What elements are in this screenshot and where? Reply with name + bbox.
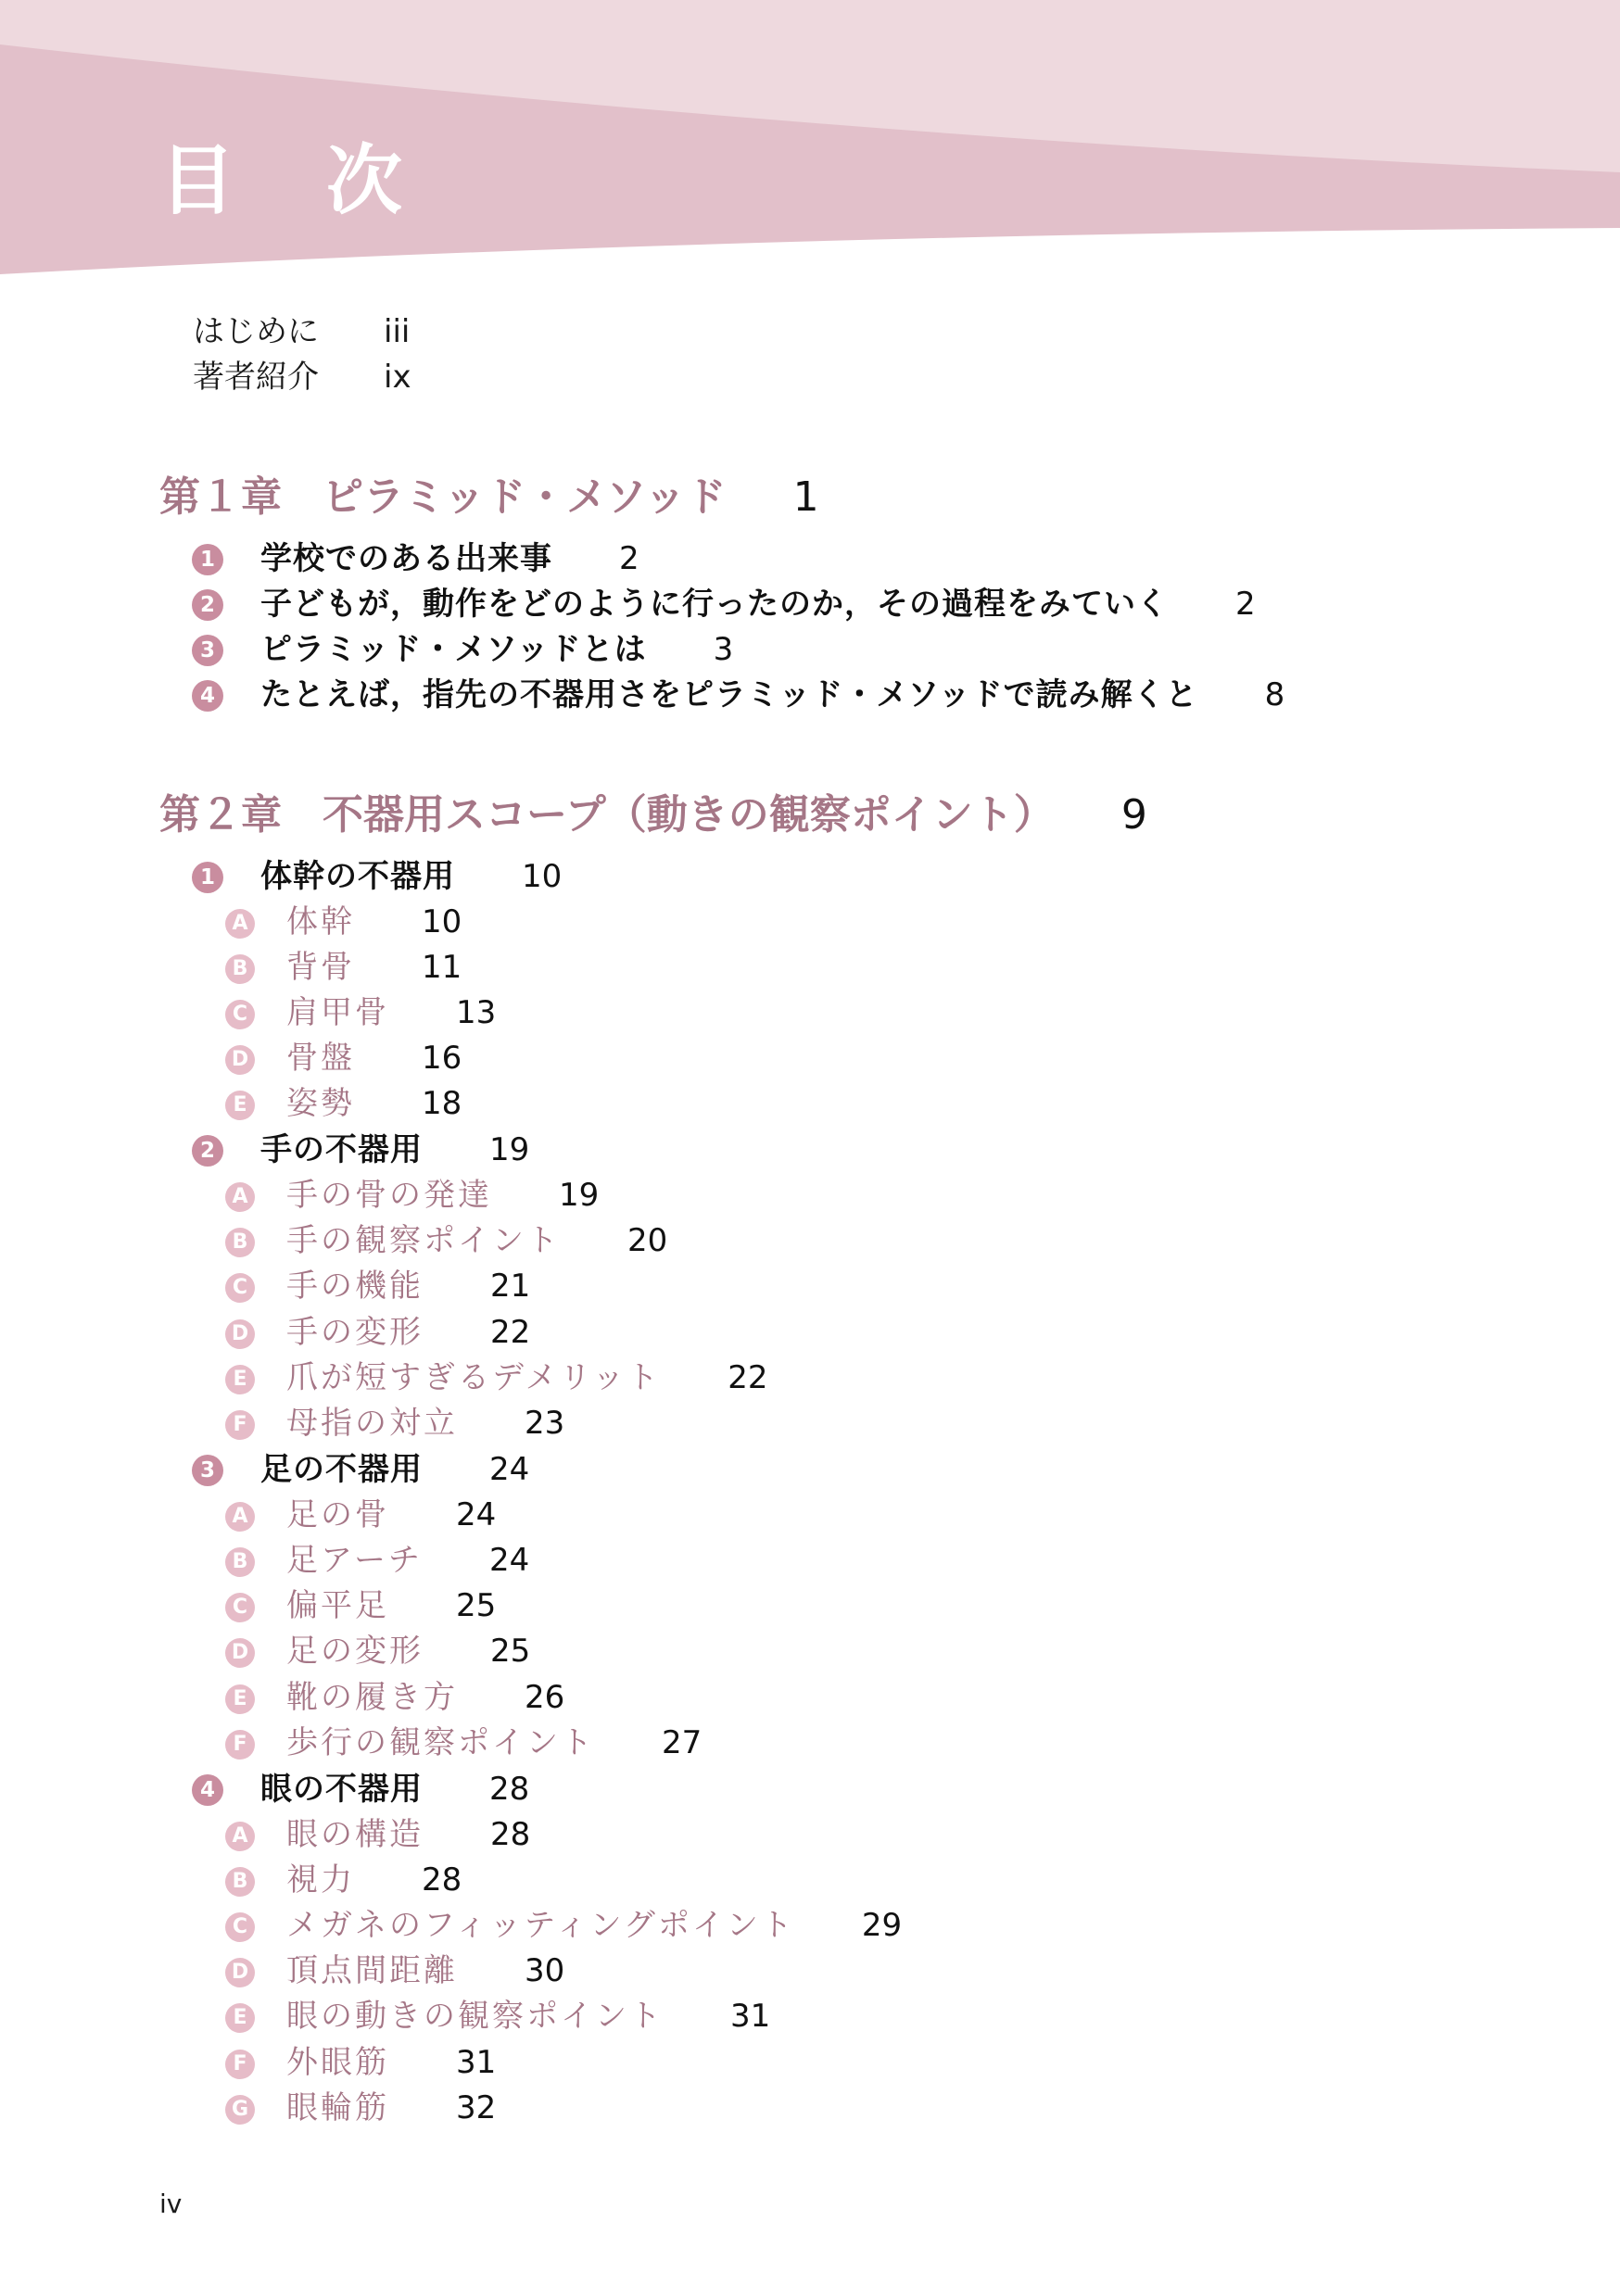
subsection-entry[interactable] (225, 1899, 902, 1945)
section-entry[interactable] (192, 1763, 529, 1809)
subsection-page: 22 (490, 1314, 531, 1351)
section-label: 眼の不器用 (260, 1771, 423, 1808)
subsection-label: 外眼筋 (286, 2044, 389, 2081)
subsection-letter-badge: D (225, 1045, 255, 1075)
subsection-entry[interactable] (225, 1397, 564, 1443)
subsection-page: 24 (456, 1496, 497, 1533)
subsection-letter-badge: F (225, 1410, 255, 1440)
subsection-page: 26 (525, 1679, 565, 1716)
subsection-label: 肩甲骨 (286, 994, 389, 1031)
subsection-label: 姿勢 (286, 1085, 355, 1122)
chapter-heading-2[interactable] (159, 781, 1147, 840)
subsection-page: 19 (559, 1177, 600, 1214)
subsection-page: 16 (422, 1040, 462, 1077)
subsection-page: 28 (490, 1816, 531, 1853)
subsection-entry[interactable] (225, 1306, 530, 1352)
section-number-badge: 1 (192, 544, 223, 575)
subsection-letter-badge: C (225, 1593, 255, 1622)
subsection-page: 30 (525, 1952, 565, 1989)
section-number-badge: 3 (192, 1455, 223, 1486)
subsection-letter-badge: E (225, 1684, 255, 1714)
subsection-entry[interactable] (225, 1169, 599, 1215)
section-entry[interactable] (192, 578, 1256, 624)
subsection-label: 偏平足 (286, 1587, 389, 1624)
subsection-letter-badge: B (225, 1547, 255, 1577)
subsection-entry[interactable] (225, 1260, 530, 1306)
subsection-entry[interactable] (225, 1032, 462, 1078)
subsection-entry[interactable] (225, 1489, 496, 1534)
subsection-entry[interactable] (225, 2037, 496, 2082)
subsection-page: 22 (728, 1359, 768, 1396)
section-page: 3 (713, 631, 734, 668)
subsection-page: 31 (456, 2044, 497, 2081)
subsection-page: 10 (422, 903, 462, 940)
section-number-badge: 2 (192, 589, 223, 621)
section-page: 2 (1235, 586, 1256, 623)
section-page: 8 (1264, 676, 1285, 713)
subsection-page: 27 (662, 1724, 702, 1761)
subsection-entry[interactable] (225, 1534, 529, 1580)
subsection-page: 21 (490, 1268, 531, 1305)
subsection-label: 手の変形 (286, 1314, 424, 1351)
subsection-label: 手の骨の発達 (286, 1177, 492, 1214)
subsection-entry[interactable] (225, 896, 462, 941)
subsection-label: 手の機能 (286, 1268, 424, 1305)
toc-entry-authors[interactable] (193, 351, 411, 397)
section-number-badge: 4 (192, 680, 223, 712)
section-page: 19 (489, 1131, 530, 1168)
section-entry[interactable] (192, 624, 733, 669)
subsection-letter-badge: E (225, 1365, 255, 1394)
section-number-badge: 1 (192, 862, 223, 893)
subsection-label: 骨盤 (286, 1040, 355, 1077)
subsection-page: 18 (422, 1085, 462, 1122)
subsection-label: 視力 (286, 1861, 355, 1899)
subsection-label: 眼の動きの観察ポイント (286, 1998, 664, 2035)
subsection-entry[interactable] (225, 1945, 564, 1990)
subsection-letter-badge: C (225, 1000, 255, 1029)
section-label: たとえば，指先の不器用さをピラミッド・メソッドで読み解くと (260, 676, 1198, 713)
section-entry[interactable] (192, 1444, 529, 1489)
section-entry[interactable] (192, 1124, 529, 1169)
subsection-page: 31 (730, 1998, 771, 2035)
entry-label: 著者紹介 (193, 359, 319, 396)
section-label: 学校でのある出来事 (260, 540, 552, 577)
subsection-label: 靴の履き方 (286, 1679, 458, 1716)
section-page: 10 (522, 858, 563, 895)
subsection-letter-badge: B (225, 1228, 255, 1257)
entry-page: iii (384, 313, 411, 350)
subsection-label: メガネのフィッティングポイント (286, 1907, 795, 1944)
section-label: 体幹の不器用 (260, 858, 455, 895)
subsection-label: 頂点間距離 (286, 1952, 458, 1989)
subsection-letter-badge: C (225, 1912, 255, 1942)
subsection-letter-badge: A (225, 1502, 255, 1532)
subsection-page: 25 (456, 1587, 497, 1624)
subsection-entry[interactable] (225, 1990, 770, 2036)
chapter-heading-1[interactable] (159, 463, 819, 523)
subsection-label: 足の骨 (286, 1496, 389, 1533)
section-entry[interactable] (192, 851, 562, 896)
subsection-letter-badge: D (225, 1958, 255, 1987)
section-label: 子どもが，動作をどのように行ったのか，その過程をみていく (260, 586, 1169, 623)
subsection-page: 28 (422, 1861, 462, 1899)
chapter-title: 第２章 不器用スコープ（動きの観察ポイント） (159, 791, 1055, 839)
page-number: iv (159, 2189, 183, 2219)
section-number-badge: 4 (192, 1774, 223, 1806)
subsection-page: 32 (456, 2089, 497, 2126)
subsection-letter-badge: F (225, 2050, 255, 2079)
subsection-letter-badge: B (225, 1867, 255, 1897)
section-label: 手の不器用 (260, 1131, 423, 1168)
subsection-page: 29 (861, 1907, 903, 1944)
subsection-letter-badge: B (225, 954, 255, 984)
subsection-label: 爪が短すぎるデメリット (286, 1359, 662, 1396)
section-number-badge: 2 (192, 1135, 223, 1167)
entry-page: ix (384, 359, 411, 396)
subsection-letter-badge: E (225, 2003, 255, 2033)
subsection-label: 体幹 (286, 903, 355, 940)
subsection-entry[interactable] (225, 1580, 496, 1625)
subsection-letter-badge: F (225, 1730, 255, 1760)
section-label: ピラミッド・メソッドとは (260, 631, 647, 668)
subsection-page: 13 (456, 994, 497, 1031)
subsection-page: 20 (627, 1222, 668, 1259)
section-page: 24 (489, 1451, 530, 1488)
subsection-page: 11 (422, 949, 462, 986)
section-page: 28 (489, 1771, 530, 1808)
subsection-letter-badge: D (225, 1638, 255, 1668)
subsection-label: 足の変形 (286, 1633, 424, 1670)
subsection-entry[interactable] (225, 2082, 496, 2127)
subsection-letter-badge: E (225, 1091, 255, 1120)
subsection-letter-badge: A (225, 909, 255, 939)
section-entry[interactable] (192, 533, 639, 578)
page-title: 目 次 (159, 137, 411, 225)
subsection-page: 24 (488, 1542, 530, 1579)
subsection-label: 足アーチ (286, 1542, 423, 1579)
subsection-entry[interactable] (225, 1672, 564, 1717)
chapter-title: 第１章 ピラミッド・メソッド (159, 473, 727, 521)
subsection-entry[interactable] (225, 1717, 702, 1762)
toc-entry-hajimeni[interactable] (193, 306, 410, 351)
subsection-label: 手の観察ポイント (286, 1222, 561, 1259)
subsection-entry[interactable] (225, 987, 496, 1032)
subsection-entry[interactable] (225, 1809, 530, 1854)
entry-label: はじめに (193, 313, 319, 350)
section-entry[interactable] (192, 669, 1285, 714)
subsection-label: 眼の構造 (286, 1816, 424, 1853)
subsection-letter-badge: A (225, 1822, 255, 1851)
subsection-entry[interactable] (225, 1078, 462, 1123)
subsection-entry[interactable] (225, 1215, 667, 1260)
subsection-letter-badge: G (225, 2095, 255, 2125)
subsection-label: 眼輪筋 (286, 2089, 389, 2126)
subsection-letter-badge: A (225, 1182, 255, 1212)
section-label: 足の不器用 (260, 1451, 423, 1488)
chapter-page: 1 (792, 473, 819, 521)
subsection-entry[interactable] (225, 1625, 530, 1671)
chapter-page: 9 (1120, 791, 1147, 839)
subsection-page: 23 (525, 1405, 565, 1442)
subsection-label: 背骨 (286, 949, 355, 986)
subsection-entry[interactable] (225, 1352, 768, 1397)
subsection-letter-badge: D (225, 1319, 255, 1349)
subsection-letter-badge: C (225, 1273, 255, 1303)
section-page: 2 (619, 540, 639, 577)
subsection-label: 歩行の観察ポイント (286, 1724, 595, 1761)
subsection-label: 母指の対立 (286, 1405, 458, 1442)
subsection-page: 25 (490, 1633, 531, 1670)
subsection-entry[interactable] (225, 941, 462, 987)
section-number-badge: 3 (192, 635, 223, 666)
subsection-entry[interactable] (225, 1854, 462, 1899)
